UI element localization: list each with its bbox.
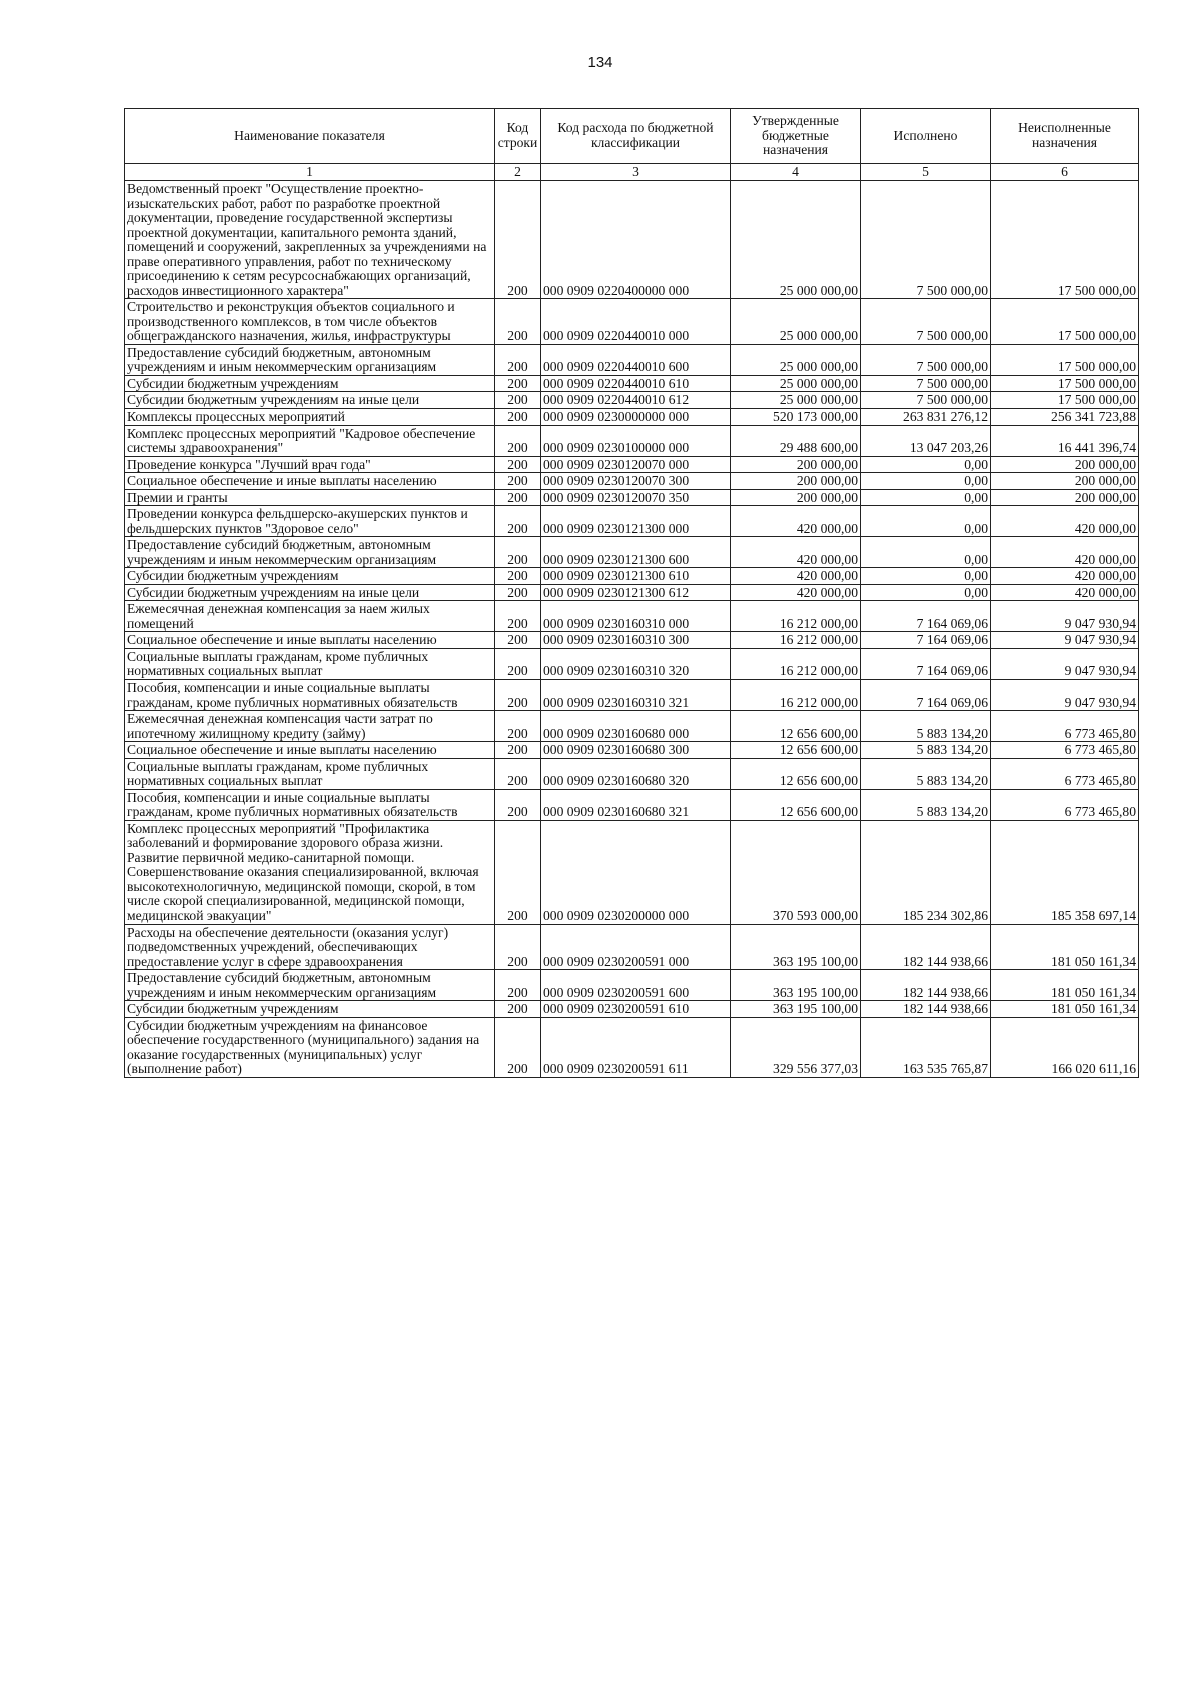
row-budget-code: 000 0909 0220440010 612 xyxy=(541,392,731,409)
row-name: Субсидии бюджетным учреждениям xyxy=(125,375,495,392)
row-name: Субсидии бюджетным учреждениям на иные цели xyxy=(125,584,495,601)
row-line-code: 200 xyxy=(495,1017,541,1077)
row-executed: 7 164 069,06 xyxy=(861,632,991,649)
row-executed: 7 164 069,06 xyxy=(861,648,991,679)
row-executed: 0,00 xyxy=(861,568,991,585)
table-row xyxy=(125,680,1139,711)
row-line-code: 200 xyxy=(495,680,541,711)
row-budget-code: 000 0909 0220400000 000 xyxy=(541,181,731,299)
header-line-code: Код строки xyxy=(495,109,541,164)
column-number: 4 xyxy=(731,164,861,181)
row-line-code: 200 xyxy=(495,1001,541,1018)
column-number: 5 xyxy=(861,164,991,181)
row-executed: 5 883 134,20 xyxy=(861,789,991,820)
row-unexecuted: 17 500 000,00 xyxy=(991,344,1139,375)
table-row xyxy=(125,632,1139,649)
row-approved: 25 000 000,00 xyxy=(731,344,861,375)
row-approved: 420 000,00 xyxy=(731,506,861,537)
row-name: Строительство и реконструкция объектов социального и производственного комплексов, в том числе объектов общегражданского назначения, жилья, инфраструктуры xyxy=(125,299,495,345)
table-row xyxy=(125,970,1139,1001)
header-unexecuted: Неисполненные назначения xyxy=(991,109,1139,164)
row-name: Предоставление субсидий бюджетным, автономным учреждениям и иным некоммерческим организациям xyxy=(125,344,495,375)
row-budget-code: 000 0909 0230200591 600 xyxy=(541,970,731,1001)
row-unexecuted: 181 050 161,34 xyxy=(991,924,1139,970)
row-unexecuted: 420 000,00 xyxy=(991,568,1139,585)
row-approved: 363 195 100,00 xyxy=(731,924,861,970)
row-name: Ежемесячная денежная компенсация за наем жилых помещений xyxy=(125,601,495,632)
row-line-code: 200 xyxy=(495,456,541,473)
row-unexecuted: 181 050 161,34 xyxy=(991,1001,1139,1018)
row-budget-code: 000 0909 0220440010 600 xyxy=(541,344,731,375)
row-unexecuted: 17 500 000,00 xyxy=(991,181,1139,299)
row-executed: 263 831 276,12 xyxy=(861,408,991,425)
header-budget-code: Код расхода по бюджетной классификации xyxy=(541,109,731,164)
row-line-code: 200 xyxy=(495,758,541,789)
row-approved: 200 000,00 xyxy=(731,489,861,506)
row-name: Ведомственный проект "Осуществление проектно-изыскательских работ, работ по разработке проектной документации, проведение государственной экспертизы проектной документации, капитального ремонта зданий, помещений и сооружений, закрепленных за учреждениями на праве оперативного управления, работ по техническому присоединению к сетям ресурсоснабжающих организаций, расходов инвестиционного характера" xyxy=(125,181,495,299)
row-unexecuted: 420 000,00 xyxy=(991,506,1139,537)
row-approved: 12 656 600,00 xyxy=(731,742,861,759)
row-name: Предоставление субсидий бюджетным, автономным учреждениям и иным некоммерческим организациям xyxy=(125,970,495,1001)
table-row xyxy=(125,924,1139,970)
row-unexecuted: 181 050 161,34 xyxy=(991,970,1139,1001)
row-executed: 0,00 xyxy=(861,456,991,473)
row-line-code: 200 xyxy=(495,425,541,456)
row-executed: 13 047 203,26 xyxy=(861,425,991,456)
table-row xyxy=(125,425,1139,456)
row-budget-code: 000 0909 0230121300 612 xyxy=(541,584,731,601)
row-budget-code: 000 0909 0220440010 000 xyxy=(541,299,731,345)
row-line-code: 200 xyxy=(495,568,541,585)
header-executed: Исполнено xyxy=(861,109,991,164)
row-approved: 25 000 000,00 xyxy=(731,299,861,345)
table-row xyxy=(125,408,1139,425)
column-number: 1 xyxy=(125,164,495,181)
row-line-code: 200 xyxy=(495,584,541,601)
row-executed: 7 500 000,00 xyxy=(861,392,991,409)
page-number: 134 xyxy=(587,54,613,71)
row-unexecuted: 17 500 000,00 xyxy=(991,392,1139,409)
row-budget-code: 000 0909 0230100000 000 xyxy=(541,425,731,456)
row-unexecuted: 9 047 930,94 xyxy=(991,601,1139,632)
row-line-code: 200 xyxy=(495,632,541,649)
row-unexecuted: 16 441 396,74 xyxy=(991,425,1139,456)
row-line-code: 200 xyxy=(495,970,541,1001)
column-number: 3 xyxy=(541,164,731,181)
row-name: Предоставление субсидий бюджетным, автономным учреждениям и иным некоммерческим организациям xyxy=(125,537,495,568)
row-unexecuted: 6 773 465,80 xyxy=(991,711,1139,742)
table-row xyxy=(125,584,1139,601)
row-unexecuted: 200 000,00 xyxy=(991,456,1139,473)
table-row xyxy=(125,299,1139,345)
table-row xyxy=(125,711,1139,742)
row-approved: 520 173 000,00 xyxy=(731,408,861,425)
row-line-code: 200 xyxy=(495,711,541,742)
row-unexecuted: 9 047 930,94 xyxy=(991,648,1139,679)
row-budget-code: 000 0909 0230200591 611 xyxy=(541,1017,731,1077)
row-unexecuted: 256 341 723,88 xyxy=(991,408,1139,425)
row-line-code: 200 xyxy=(495,181,541,299)
budget-execution-table xyxy=(124,108,1139,1078)
row-approved: 12 656 600,00 xyxy=(731,711,861,742)
row-line-code: 200 xyxy=(495,375,541,392)
table-row xyxy=(125,537,1139,568)
row-approved: 16 212 000,00 xyxy=(731,680,861,711)
row-approved: 16 212 000,00 xyxy=(731,648,861,679)
column-number: 2 xyxy=(495,164,541,181)
row-approved: 25 000 000,00 xyxy=(731,392,861,409)
row-line-code: 200 xyxy=(495,648,541,679)
row-name: Пособия, компенсации и иные социальные выплаты гражданам, кроме публичных нормативных обязательств xyxy=(125,789,495,820)
table-row xyxy=(125,820,1139,924)
row-executed: 0,00 xyxy=(861,506,991,537)
row-line-code: 200 xyxy=(495,489,541,506)
table-row xyxy=(125,344,1139,375)
row-budget-code: 000 0909 0230120070 300 xyxy=(541,473,731,490)
row-budget-code: 000 0909 0230160310 321 xyxy=(541,680,731,711)
row-unexecuted: 9 047 930,94 xyxy=(991,632,1139,649)
table-row xyxy=(125,489,1139,506)
row-name: Комплекс процессных мероприятий "Кадровое обеспечение системы здравоохранения" xyxy=(125,425,495,456)
row-unexecuted: 420 000,00 xyxy=(991,584,1139,601)
table-row xyxy=(125,181,1139,299)
row-budget-code: 000 0909 0230160310 300 xyxy=(541,632,731,649)
row-approved: 363 195 100,00 xyxy=(731,1001,861,1018)
row-name: Комплекс процессных мероприятий "Профилактика заболеваний и формирование здорового образа жизни. Развитие первичной медико-санитарной помощи. Совершенствование оказания специализированной, включая высокотехнологичную, медицинской помощи, скорой, в том числе скорой специализированной, медицинской помощи, медицинской эвакуации" xyxy=(125,820,495,924)
row-line-code: 200 xyxy=(495,299,541,345)
table-row xyxy=(125,456,1139,473)
table-row xyxy=(125,1001,1139,1018)
row-approved: 12 656 600,00 xyxy=(731,758,861,789)
row-unexecuted: 200 000,00 xyxy=(991,489,1139,506)
row-budget-code: 000 0909 0230200591 000 xyxy=(541,924,731,970)
row-approved: 420 000,00 xyxy=(731,537,861,568)
row-budget-code: 000 0909 0230160680 321 xyxy=(541,789,731,820)
table-row xyxy=(125,742,1139,759)
row-approved: 12 656 600,00 xyxy=(731,789,861,820)
row-executed: 7 164 069,06 xyxy=(861,680,991,711)
table-row xyxy=(125,392,1139,409)
row-name: Социальное обеспечение и иные выплаты населению xyxy=(125,632,495,649)
row-unexecuted: 185 358 697,14 xyxy=(991,820,1139,924)
row-budget-code: 000 0909 0230200000 000 xyxy=(541,820,731,924)
row-approved: 420 000,00 xyxy=(731,584,861,601)
row-executed: 163 535 765,87 xyxy=(861,1017,991,1077)
row-executed: 5 883 134,20 xyxy=(861,711,991,742)
header-approved: Утвержденные бюджетные назначения xyxy=(731,109,861,164)
table-row xyxy=(125,789,1139,820)
row-unexecuted: 17 500 000,00 xyxy=(991,299,1139,345)
row-executed: 182 144 938,66 xyxy=(861,1001,991,1018)
row-name: Премии и гранты xyxy=(125,489,495,506)
row-executed: 182 144 938,66 xyxy=(861,970,991,1001)
header-name: Наименование показателя xyxy=(125,109,495,164)
row-executed: 0,00 xyxy=(861,584,991,601)
table-row xyxy=(125,648,1139,679)
table-row xyxy=(125,506,1139,537)
row-name: Субсидии бюджетным учреждениям на иные цели xyxy=(125,392,495,409)
row-budget-code: 000 0909 0230160310 000 xyxy=(541,601,731,632)
row-unexecuted: 17 500 000,00 xyxy=(991,375,1139,392)
row-budget-code: 000 0909 0230160680 300 xyxy=(541,742,731,759)
row-approved: 25 000 000,00 xyxy=(731,181,861,299)
row-name: Проведении конкурса фельдшерско-акушерских пунктов и фельдшерских пунктов "Здоровое село" xyxy=(125,506,495,537)
row-executed: 5 883 134,20 xyxy=(861,742,991,759)
row-unexecuted: 420 000,00 xyxy=(991,537,1139,568)
row-name: Расходы на обеспечение деятельности (оказания услуг) подведомственных учреждений, обеспечивающих предоставление услуг в сфере здравоохранения xyxy=(125,924,495,970)
row-line-code: 200 xyxy=(495,408,541,425)
row-name: Проведение конкурса "Лучший врач года" xyxy=(125,456,495,473)
row-budget-code: 000 0909 0220440010 610 xyxy=(541,375,731,392)
row-name: Ежемесячная денежная компенсация части затрат по ипотечному жилищному кредиту (займу) xyxy=(125,711,495,742)
row-line-code: 200 xyxy=(495,537,541,568)
row-approved: 16 212 000,00 xyxy=(731,632,861,649)
row-unexecuted: 6 773 465,80 xyxy=(991,758,1139,789)
table-row xyxy=(125,758,1139,789)
row-approved: 16 212 000,00 xyxy=(731,601,861,632)
column-number: 6 xyxy=(991,164,1139,181)
row-unexecuted: 9 047 930,94 xyxy=(991,680,1139,711)
row-approved: 329 556 377,03 xyxy=(731,1017,861,1077)
row-line-code: 200 xyxy=(495,742,541,759)
row-approved: 420 000,00 xyxy=(731,568,861,585)
row-name: Субсидии бюджетным учреждениям xyxy=(125,568,495,585)
table-header-row xyxy=(125,109,1139,164)
table-row xyxy=(125,473,1139,490)
row-approved: 25 000 000,00 xyxy=(731,375,861,392)
row-budget-code: 000 0909 0230160310 320 xyxy=(541,648,731,679)
row-unexecuted: 166 020 611,16 xyxy=(991,1017,1139,1077)
row-line-code: 200 xyxy=(495,789,541,820)
row-name: Социальные выплаты гражданам, кроме публичных нормативных социальных выплат xyxy=(125,758,495,789)
row-name: Социальное обеспечение и иные выплаты населению xyxy=(125,742,495,759)
row-executed: 7 500 000,00 xyxy=(861,375,991,392)
row-budget-code: 000 0909 0230120070 000 xyxy=(541,456,731,473)
row-executed: 0,00 xyxy=(861,489,991,506)
row-budget-code: 000 0909 0230121300 600 xyxy=(541,537,731,568)
row-line-code: 200 xyxy=(495,924,541,970)
row-executed: 0,00 xyxy=(861,537,991,568)
row-budget-code: 000 0909 0230121300 000 xyxy=(541,506,731,537)
row-line-code: 200 xyxy=(495,473,541,490)
row-name: Социальные выплаты гражданам, кроме публичных нормативных социальных выплат xyxy=(125,648,495,679)
table-row xyxy=(125,1017,1139,1077)
row-approved: 363 195 100,00 xyxy=(731,970,861,1001)
row-approved: 200 000,00 xyxy=(731,456,861,473)
row-name: Комплексы процессных мероприятий xyxy=(125,408,495,425)
row-budget-code: 000 0909 0230200591 610 xyxy=(541,1001,731,1018)
row-unexecuted: 200 000,00 xyxy=(991,473,1139,490)
row-line-code: 200 xyxy=(495,392,541,409)
table-row xyxy=(125,375,1139,392)
row-name: Пособия, компенсации и иные социальные выплаты гражданам, кроме публичных нормативных обязательств xyxy=(125,680,495,711)
row-line-code: 200 xyxy=(495,344,541,375)
row-unexecuted: 6 773 465,80 xyxy=(991,742,1139,759)
row-budget-code: 000 0909 0230120070 350 xyxy=(541,489,731,506)
row-unexecuted: 6 773 465,80 xyxy=(991,789,1139,820)
row-executed: 5 883 134,20 xyxy=(861,758,991,789)
row-executed: 0,00 xyxy=(861,473,991,490)
row-approved: 29 488 600,00 xyxy=(731,425,861,456)
table-row xyxy=(125,601,1139,632)
row-executed: 7 500 000,00 xyxy=(861,299,991,345)
row-name: Субсидии бюджетным учреждениям на финансовое обеспечение государственного (муниципального) задания на оказание государственных (муниципальных) услуг (выполнение работ) xyxy=(125,1017,495,1077)
table-row xyxy=(125,568,1139,585)
row-line-code: 200 xyxy=(495,601,541,632)
row-executed: 7 500 000,00 xyxy=(861,344,991,375)
row-name: Социальное обеспечение и иные выплаты населению xyxy=(125,473,495,490)
row-executed: 7 164 069,06 xyxy=(861,601,991,632)
row-budget-code: 000 0909 0230160680 320 xyxy=(541,758,731,789)
row-executed: 182 144 938,66 xyxy=(861,924,991,970)
row-line-code: 200 xyxy=(495,820,541,924)
row-budget-code: 000 0909 0230000000 000 xyxy=(541,408,731,425)
row-budget-code: 000 0909 0230160680 000 xyxy=(541,711,731,742)
row-line-code: 200 xyxy=(495,506,541,537)
row-name: Субсидии бюджетным учреждениям xyxy=(125,1001,495,1018)
row-executed: 185 234 302,86 xyxy=(861,820,991,924)
row-budget-code: 000 0909 0230121300 610 xyxy=(541,568,731,585)
row-approved: 200 000,00 xyxy=(731,473,861,490)
column-number-row xyxy=(125,164,1139,181)
row-executed: 7 500 000,00 xyxy=(861,181,991,299)
row-approved: 370 593 000,00 xyxy=(731,820,861,924)
table-body xyxy=(125,181,1139,1078)
